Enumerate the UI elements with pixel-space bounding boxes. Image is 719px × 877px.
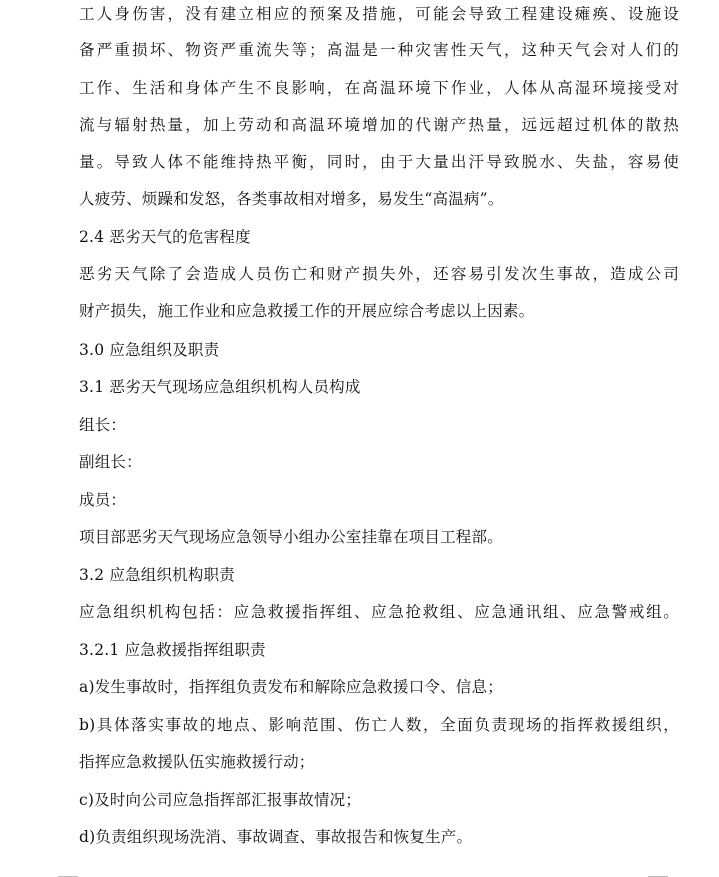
deputy-leader-label: 副组长： xyxy=(79,453,142,471)
body-text-line: 恶劣天气除了会造成人员伤亡和财产损失外，还容易引发次生事故，造成公司 xyxy=(79,265,679,283)
section-heading-3-2-1: 3.2.1 应急救援指挥组职责 xyxy=(79,641,266,659)
body-text-line: 工作、生活和身体产生不良影响，在高温环境下作业，人体从高湿环境接受对 xyxy=(79,79,679,97)
members-label: 成员： xyxy=(79,491,127,509)
body-text-line: 流与辐射热量，加上劳动和高温环境增加的代谢产热量，远远超过机体的散热 xyxy=(79,116,679,134)
list-item-b: b)具体落实事故的地点、影响范围、伤亡人数，全面负责现场的指挥救援组织， xyxy=(79,716,679,734)
section-heading-3-2: 3.2 应急组织机构职责 xyxy=(79,566,235,584)
list-item-c: c)及时向公司应急指挥部汇报事故情况； xyxy=(79,791,362,809)
body-text-line: 人疲劳、烦躁和发怒，各类事故相对增多，易发生“高温病”。 xyxy=(79,190,504,208)
list-item-d: d)负责组织现场洗消、事故调查、事故报告和恢复生产。 xyxy=(79,828,473,846)
section-heading-3-0: 3.0 应急组织及职责 xyxy=(79,341,220,359)
section-heading-2-4: 2.4 恶劣天气的危害程度 xyxy=(79,228,251,246)
list-item-a: a)发生事故时，指挥组负责发布和解除应急救援口令、信息； xyxy=(79,678,503,696)
list-item-b-continued: 指挥应急救援队伍实施救援行动； xyxy=(79,753,315,771)
body-text-line: 项目部恶劣天气现场应急领导小组办公室挂靠在项目工程部。 xyxy=(79,528,503,546)
body-text-line: 备严重损坏、物资严重流失等；高温是一种灾害性天气，这种天气会对人们的 xyxy=(79,41,679,59)
body-text-line: 工人身伤害，没有建立相应的预案及措施，可能会导致工程建设瘫痪、设施设 xyxy=(79,5,679,23)
section-heading-3-1: 3.1 恶劣天气现场应急组织机构人员构成 xyxy=(79,378,361,396)
body-text-line: 财产损失，施工作业和应急救援工作的开展应综合考虑以上因素。 xyxy=(79,302,535,320)
body-text-line: 应急组织机构包括：应急救援指挥组、应急抢救组、应急通讯组、应急警戒组。 xyxy=(79,603,679,621)
group-leader-label: 组长： xyxy=(79,416,127,434)
body-text-line: 量。导致人体不能维持热平衡，同时，由于大量出汗导致脱水、失盐，容易使 xyxy=(79,153,679,171)
